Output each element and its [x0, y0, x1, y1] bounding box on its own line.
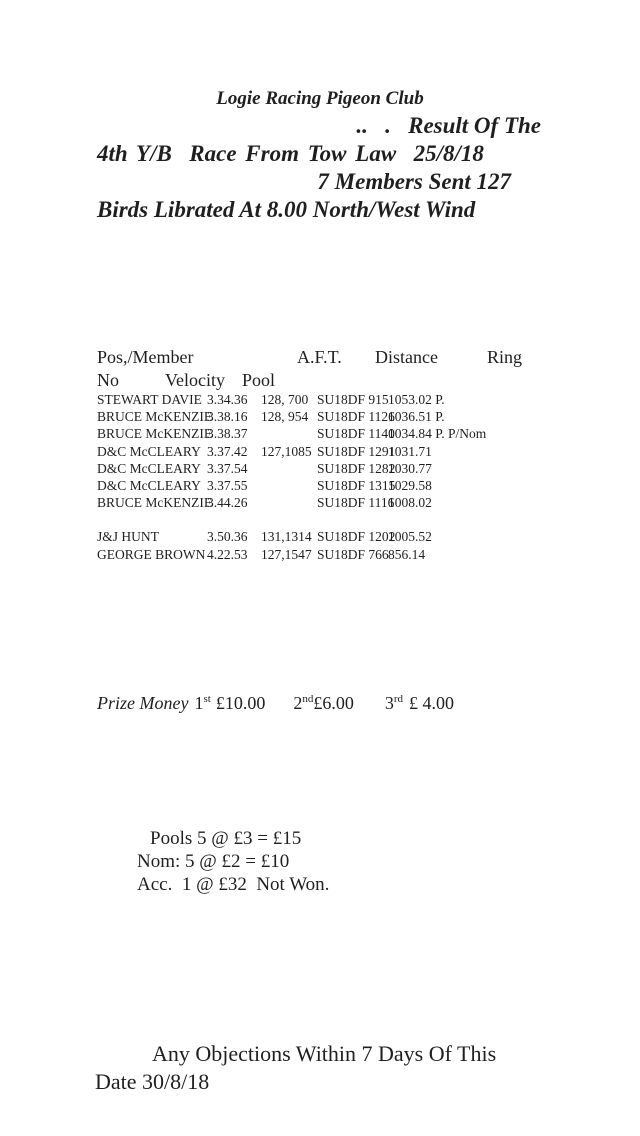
title-line-race-from: 4th Y/B Race From Tow Law 25/8/18: [97, 141, 484, 166]
prize-second-ordinal-suffix: nd: [302, 693, 314, 705]
velocity-cell: 1036.51 P.: [388, 409, 445, 425]
prize-second-amount: £6.00: [313, 693, 354, 713]
aft-cell: 4.22.53: [207, 546, 248, 562]
table-row: [97, 547, 597, 564]
member-cell: D&C McCLEARY: [97, 443, 201, 459]
results-rows: [97, 392, 597, 564]
ring-cell: SU18DF 1140: [317, 426, 395, 442]
aft-cell: 3.50.36: [207, 529, 248, 545]
ring-cell: SU18DF 1126: [317, 409, 395, 425]
member-cell: D&C McCLEARY: [97, 460, 201, 476]
aft-cell: 3.44.26: [207, 495, 248, 511]
header-pool: Pool: [242, 370, 276, 390]
header-no: No: [97, 370, 119, 390]
prize-money-line: [97, 693, 597, 714]
results-table-header: [97, 347, 557, 393]
table-row: [97, 444, 597, 461]
table-row: [97, 478, 597, 495]
prize-first-ordinal: 1: [194, 693, 204, 713]
pools-line: Pools 5 @ £3 = £15: [150, 828, 302, 849]
aft-cell: 3.37.42: [207, 443, 248, 459]
prize-third-ordinal-suffix: rd: [393, 693, 403, 705]
header-distance: Distance: [375, 347, 438, 367]
title-line-liberated: Birds Librated At 8.00 North/West Wind: [97, 197, 476, 222]
header-ring: Ring: [487, 347, 523, 367]
velocity-cell: 1005.52: [388, 529, 432, 545]
ring-cell: SU18DF 1282: [317, 460, 396, 476]
distance-cell: 131,1314: [261, 529, 312, 545]
prize-second-ordinal: 2: [293, 693, 303, 713]
prize-first-amount: £10.00: [215, 693, 266, 713]
table-header-row-2: [97, 370, 557, 393]
member-cell: BRUCE McKENZIE: [97, 495, 213, 511]
ring-cell: SU18DF 766: [317, 546, 389, 562]
member-cell: BRUCE McKENZIE: [97, 409, 213, 425]
nom-line: Nom: 5 @ £2 = £10: [137, 851, 290, 872]
velocity-cell: 1031.71: [388, 443, 432, 459]
member-cell: GEORGE BROWN: [97, 546, 206, 562]
velocity-cell: 1029.58: [388, 477, 432, 493]
aft-cell: 3.34.36: [207, 392, 248, 407]
date-line: Date 30/8/18: [95, 1069, 210, 1094]
table-row: [97, 392, 597, 409]
objections-notice: [95, 1040, 565, 1096]
distance-cell: 128, 700: [261, 392, 309, 407]
table-row: [97, 409, 597, 426]
distance-cell: 128, 954: [261, 409, 309, 425]
pools-summary: [137, 827, 329, 896]
acc-line: Acc. 1 @ £32 Not Won.: [137, 874, 330, 895]
member-cell: STEWART DAVIE: [97, 392, 202, 407]
ring-cell: SU18DF 1116: [317, 495, 395, 511]
prize-first-ordinal-suffix: st: [203, 693, 211, 705]
aft-cell: 3.38.37: [207, 426, 248, 442]
ring-cell: SU18DF 1315: [317, 477, 396, 493]
table-row: [97, 529, 597, 546]
objections-line: Any Objections Within 7 Days Of This: [152, 1041, 497, 1066]
distance-cell: 127,1085: [261, 443, 312, 459]
aft-cell: 3.38.16: [207, 409, 248, 425]
prize-third-amount: £ 4.00: [408, 693, 454, 713]
member-cell: BRUCE McKENZIE: [97, 426, 213, 442]
table-row: [97, 426, 597, 443]
header-pos-member: Pos,/Member: [97, 347, 194, 367]
ring-cell: SU18DF 1202: [317, 529, 396, 545]
table-row: [97, 495, 597, 512]
aft-cell: 3.37.54: [207, 460, 248, 476]
table-header-row-1: [97, 347, 557, 370]
header-velocity: Velocity: [165, 370, 225, 390]
aft-cell: 3.37.55: [207, 477, 248, 493]
table-row: [97, 461, 597, 478]
velocity-cell: 1053.02 P.: [388, 392, 445, 407]
velocity-cell: 856.14: [388, 546, 426, 562]
velocity-cell: 1030.77: [388, 460, 432, 476]
member-cell: J&J HUNT: [97, 529, 159, 545]
club-name: Logie Racing Pigeon Club: [216, 88, 424, 109]
prize-third-ordinal: 3: [384, 693, 394, 713]
velocity-cell: 1034.84 P. P/Nom: [388, 426, 487, 442]
velocity-cell: 1008.02: [388, 495, 432, 511]
title-line-members-sent: 7 Members Sent 127: [317, 169, 511, 194]
title-block: [97, 86, 543, 224]
title-line-result-of-the: .. . Result Of The: [356, 113, 541, 138]
distance-cell: 127,1547: [261, 546, 312, 562]
prize-money-label: Prize Money: [97, 693, 189, 713]
member-cell: D&C McCLEARY: [97, 477, 201, 493]
header-aft: A.F.T.: [297, 347, 342, 367]
ring-cell: SU18DF 1291: [317, 443, 396, 459]
ring-cell: SU18DF 915: [317, 392, 389, 407]
